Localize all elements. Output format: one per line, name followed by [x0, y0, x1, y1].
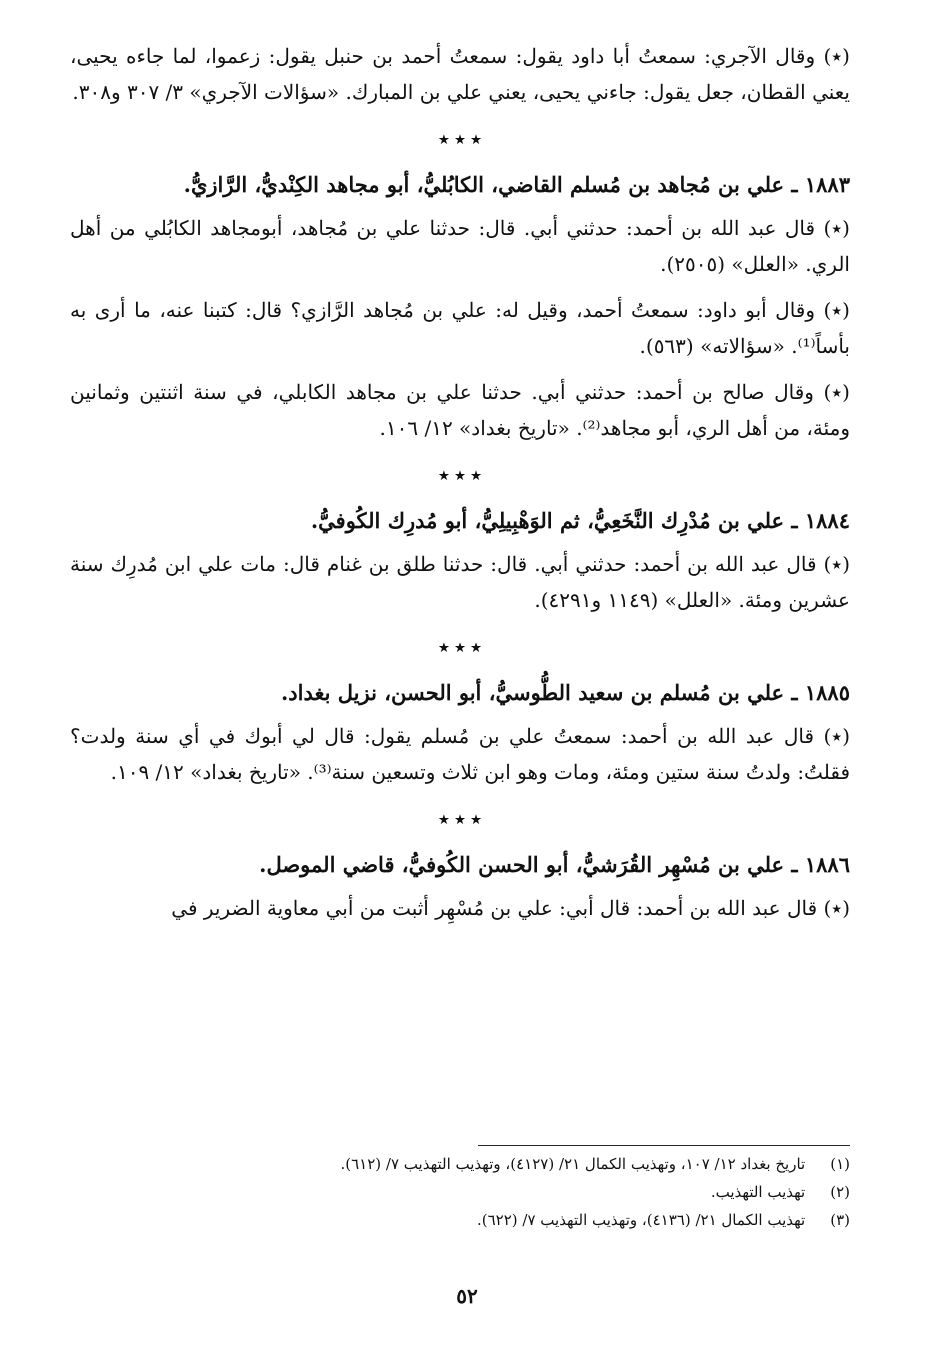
- section-separator: ٭ ٭ ٭: [439, 465, 481, 486]
- entry-heading-1883: ١٨٨٣ ـ علي بن مُجاهد بن مُسلم القاضي، الكابُليُّ، أبو مجاهد الكِنْديُّ، الرَّازيُّ.: [183, 172, 850, 197]
- paragraph: (٭) وقال صالح بن أحمد: حدثني أبي. حدثنا علي بن مجاهد الكابلي، في سنة اثنتين وثمانين ومئة، من أهل الري، أبو مجاهد⁽²⁾. «تاريخ بغداد» ١٢/ ١٠٦.: [70, 380, 850, 440]
- paragraph: (٭) قال عبد الله بن أحمد: قال أبي: علي بن مُسْهِر أثبت من أبي معاوية الضرير في: [171, 896, 850, 920]
- paragraph: (٭) قال عبد الله بن أحمد: حدثني أبي. قال: حدثنا علي بن مُجاهد، أبومجاهد الكابُلي من أهل الري. «العلل» (٢٥٠٥).: [70, 216, 850, 276]
- footnote-1: [70, 1150, 850, 1178]
- page-body: [70, 38, 850, 936]
- footnote-text: تهذيب الكمال ٢١/ (٤١٣٦)، وتهذيب التهذيب ٧/ (٦٢٢).: [476, 1211, 806, 1229]
- page-number: ٥٢: [456, 1284, 478, 1308]
- paragraph: (٭) قال عبد الله بن أحمد: حدثني أبي. قال: حدثنا طلق بن غنام قال: مات علي ابن مُدرِك سنة عشرين ومئة. «العلل» (١١٤٩ و٤٢٩١).: [70, 552, 850, 612]
- footnote-text: تاريخ بغداد ١٢/ ١٠٧، وتهذيب الكمال ٢١/ (٤١٢٧)، وتهذيب التهذيب ٧/ (٦١٢).: [340, 1155, 806, 1173]
- footnotes: [70, 1150, 850, 1234]
- footnote-number: (٣): [830, 1211, 850, 1229]
- footnote-3: [70, 1206, 850, 1234]
- footnote-text: تهذيب التهذيب.: [710, 1183, 806, 1201]
- footnote-number: (٢): [830, 1183, 850, 1201]
- paragraph: (٭) وقال أبو داود: سمعتُ أحمد، وقيل له: علي بن مُجاهد الرَّازي؟ قال: كتبنا عنه، ما أرى به بأساً⁽¹⁾. «سؤالاته» (٥٦٣).: [70, 298, 850, 358]
- section-separator: ٭ ٭ ٭: [439, 637, 481, 658]
- entry-heading-1886: ١٨٨٦ ـ علي بن مُسْهِر القُرَشيُّ، أبو الحسن الكُوفيُّ، قاضي الموصل.: [259, 852, 850, 877]
- section-separator: ٭ ٭ ٭: [439, 809, 481, 830]
- paragraph: (٭) قال عبد الله بن أحمد: سمعتُ علي بن مُسلم يقول: قال لي أبوك في أي سنة ولدت؟ فقلتُ: ولدتُ سنة ستين ومئة، ومات وهو ابن ثلاث وتسعين سنة⁽³⁾. «تاريخ بغداد» ١٢/ ١٠٩.: [70, 724, 850, 784]
- entry-heading-1884: ١٨٨٤ ـ علي بن مُدْرِك النَّخَعِيُّ، ثم الوَهْبِيلِيُّ، أبو مُدرِك الكُوفيُّ.: [310, 508, 850, 533]
- paragraph-ajurri: (٭) وقال الآجري: سمعتُ أبا داود يقول: سمعتُ أحمد بن حنبل يقول: زعموا، لما جاءه يحيى، يعني القطان، جعل يقول: جاءني يحيى، يعني علي بن المبارك. «سؤالات الآجري» ٣/ ٣٠٧ و٣٠٨.: [70, 44, 850, 104]
- footnote-number: (١): [830, 1155, 850, 1173]
- footnote-divider: [478, 1145, 850, 1146]
- entry-heading-1885: ١٨٨٥ ـ علي بن مُسلم بن سعيد الطُّوسيُّ، أبو الحسن، نزيل بغداد.: [280, 680, 850, 705]
- footnote-2: [70, 1178, 850, 1206]
- section-separator: ٭ ٭ ٭: [439, 129, 481, 150]
